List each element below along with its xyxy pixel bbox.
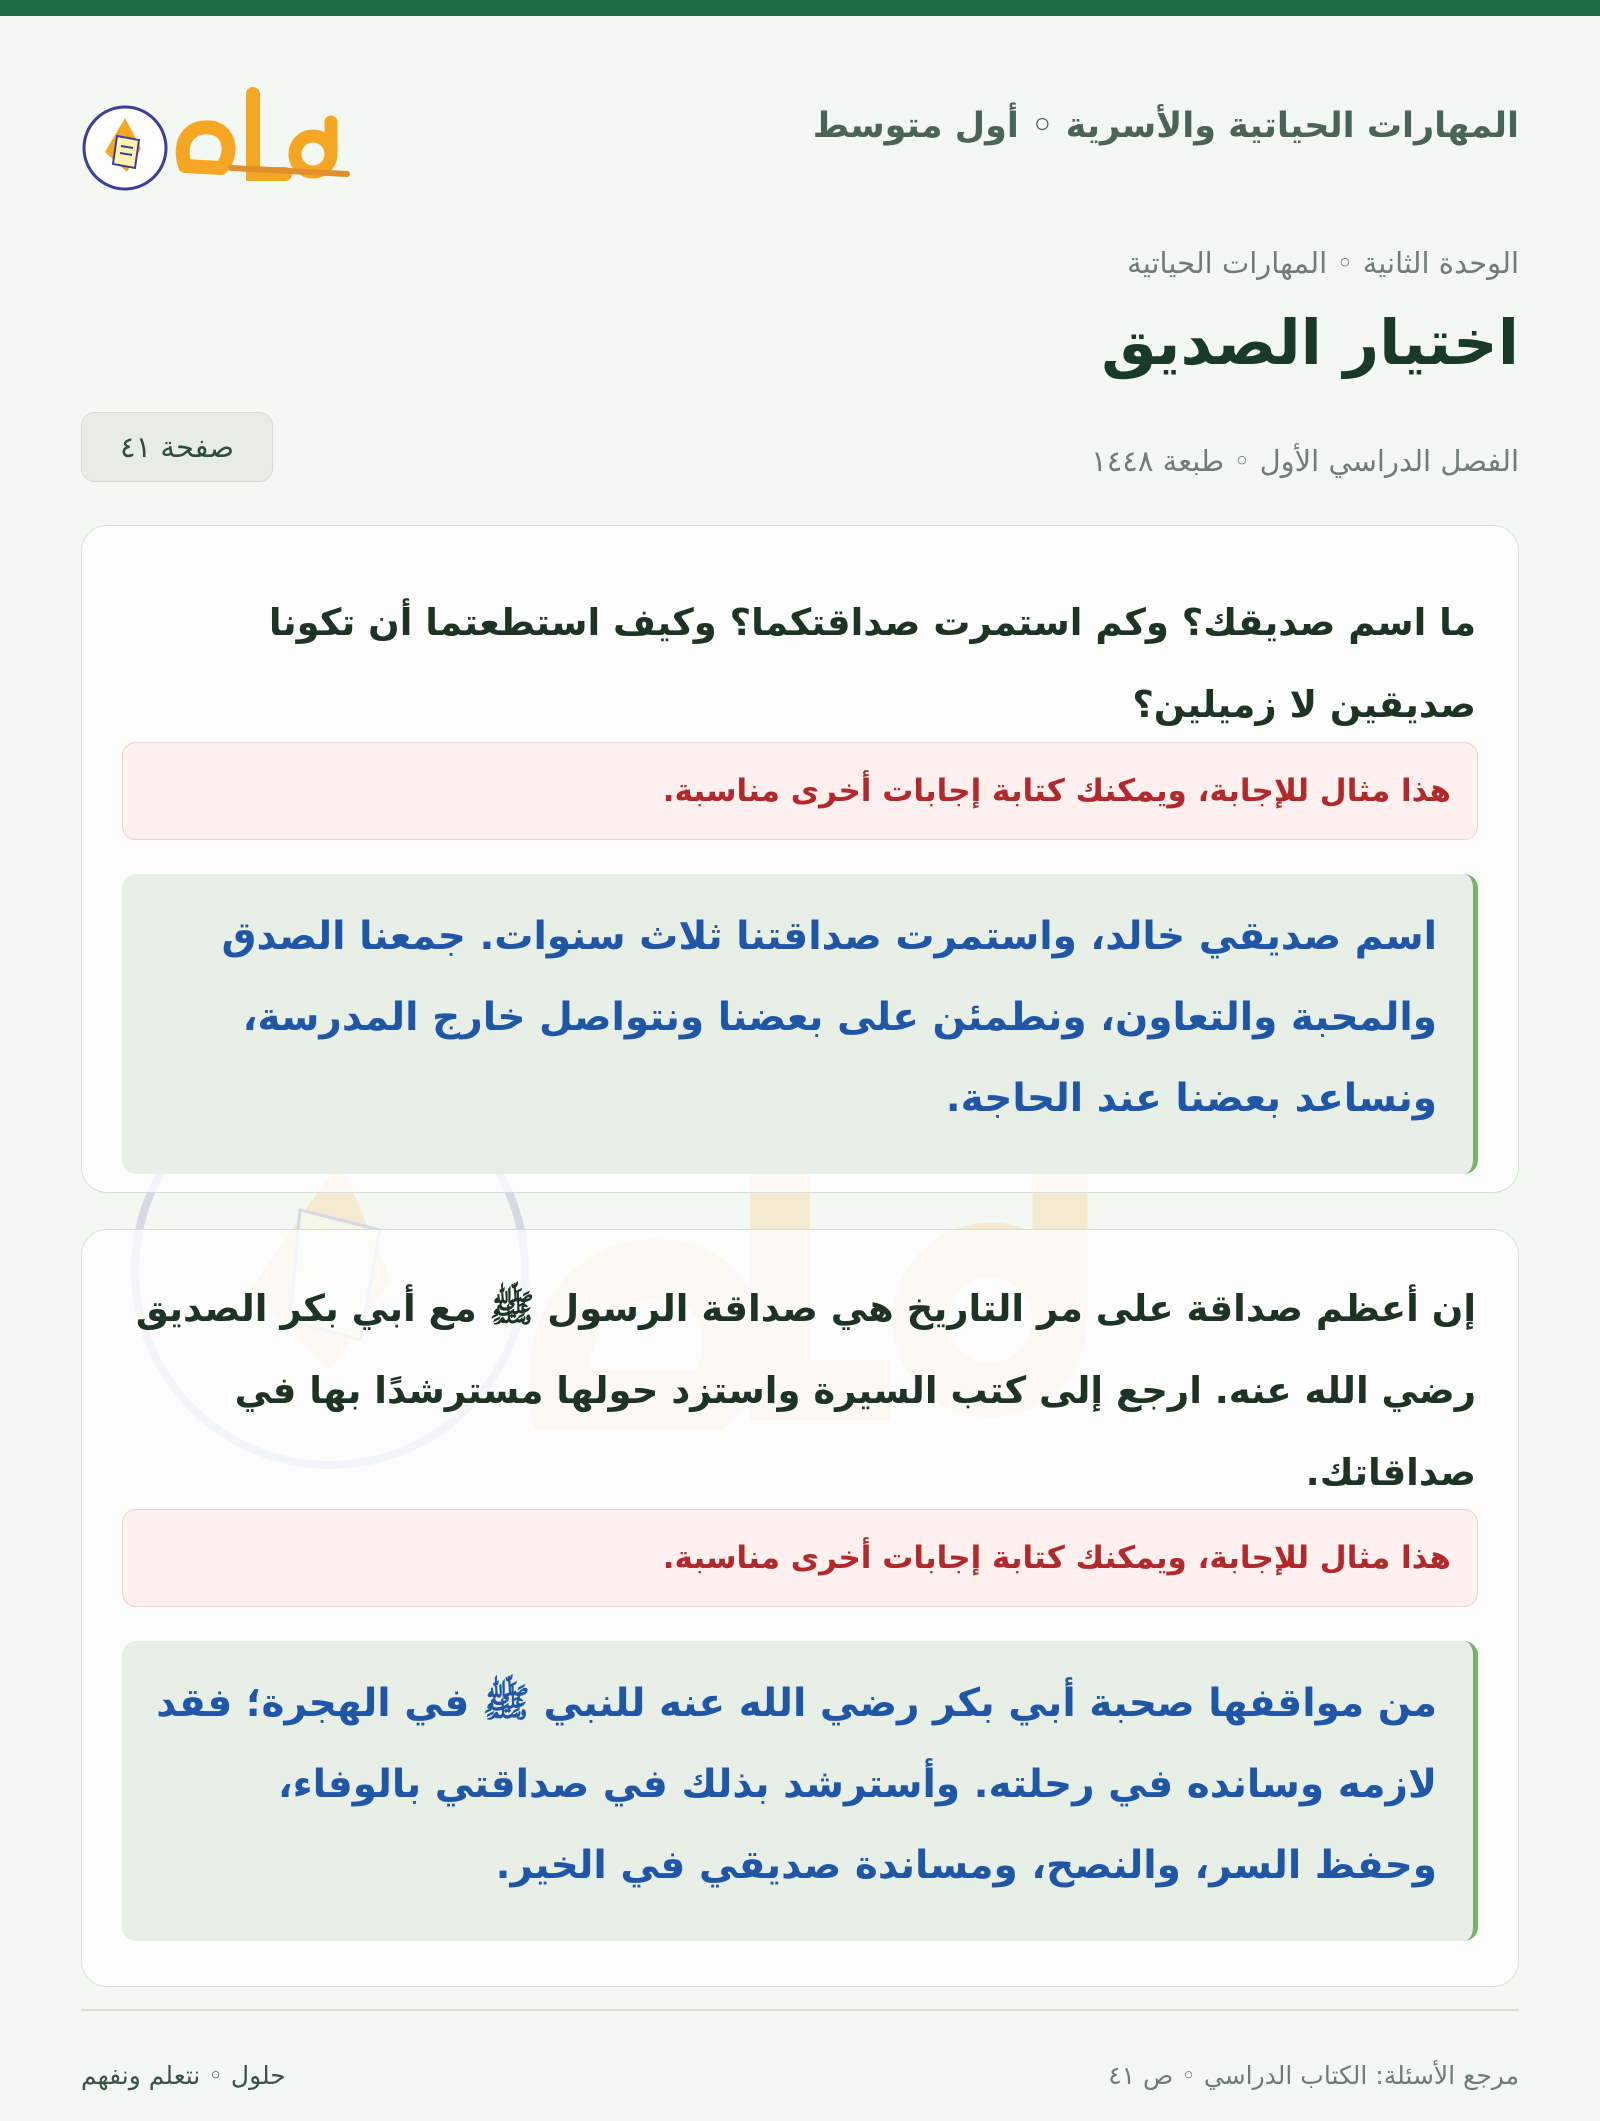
semester-edition: الفصل الدراسي الأول ◦ طبعة ١٤٤٨ [1091,444,1519,478]
breadcrumb: الوحدة الثانية ◦ المهارات الحياتية [1127,246,1519,280]
logo [81,70,356,195]
page-number-badge: صفحة ٤١ [81,412,273,482]
top-accent-bar [0,0,1600,16]
sample-answer-note: هذا مثال للإجابة، ويمكنك كتابة إجابات أخرى مناسبة. [122,742,1478,840]
footer-reference: مرجع الأسئلة: الكتاب الدراسي ◦ ص ٤١ [1108,2061,1519,2090]
question-text: ما اسم صديقك؟ وكم استمرت صداقتكما؟ وكيف استطعتما أن تكونا صديقين لا زميلين؟ [268,601,1476,726]
answer-text: اسم صديقي خالد، واستمرت صداقتنا ثلاث سنوات. جمعنا الصدق والمحبة والتعاون، ونطمئن على بعضنا ونتواصل خارج المدرسة، ونساعد بعضنا عند الحاجة. [122,874,1478,1174]
page-content [81,16,1519,2090]
subject-title: المهارات الحياتية والأسرية ◦ أول متوسط [812,106,1519,146]
sample-answer-note: هذا مثال للإجابة، ويمكنك كتابة إجابات أخرى مناسبة. [122,1509,1478,1607]
footer-divider [81,2009,1519,2011]
page-title: اختيار الصديق [1101,306,1519,379]
question-card-2 [81,1229,1519,1987]
question-card-1 [81,525,1519,1193]
question-text: إن أعظم صداقة على مر التاريخ هي صداقة الرسول ﷺ مع أبي بكر الصديق رضي الله عنه. ارجع إلى كتب السيرة واستزد حولها مسترشدًا بها في صداقاتك. [135,1287,1476,1494]
header [81,16,1519,216]
footer-brand: حلول ◦ نتعلم ونفهم [81,2061,286,2090]
answer-text: من مواقفها صحبة أبي بكر رضي الله عنه للنبي ﷺ في الهجرة؛ فقد لازمه وسانده في رحلته. وأسترشد بذلك في صداقتي بالوفاء، وحفظ السر، والنصح، ومساندة صديقي في الخير. [122,1641,1478,1941]
